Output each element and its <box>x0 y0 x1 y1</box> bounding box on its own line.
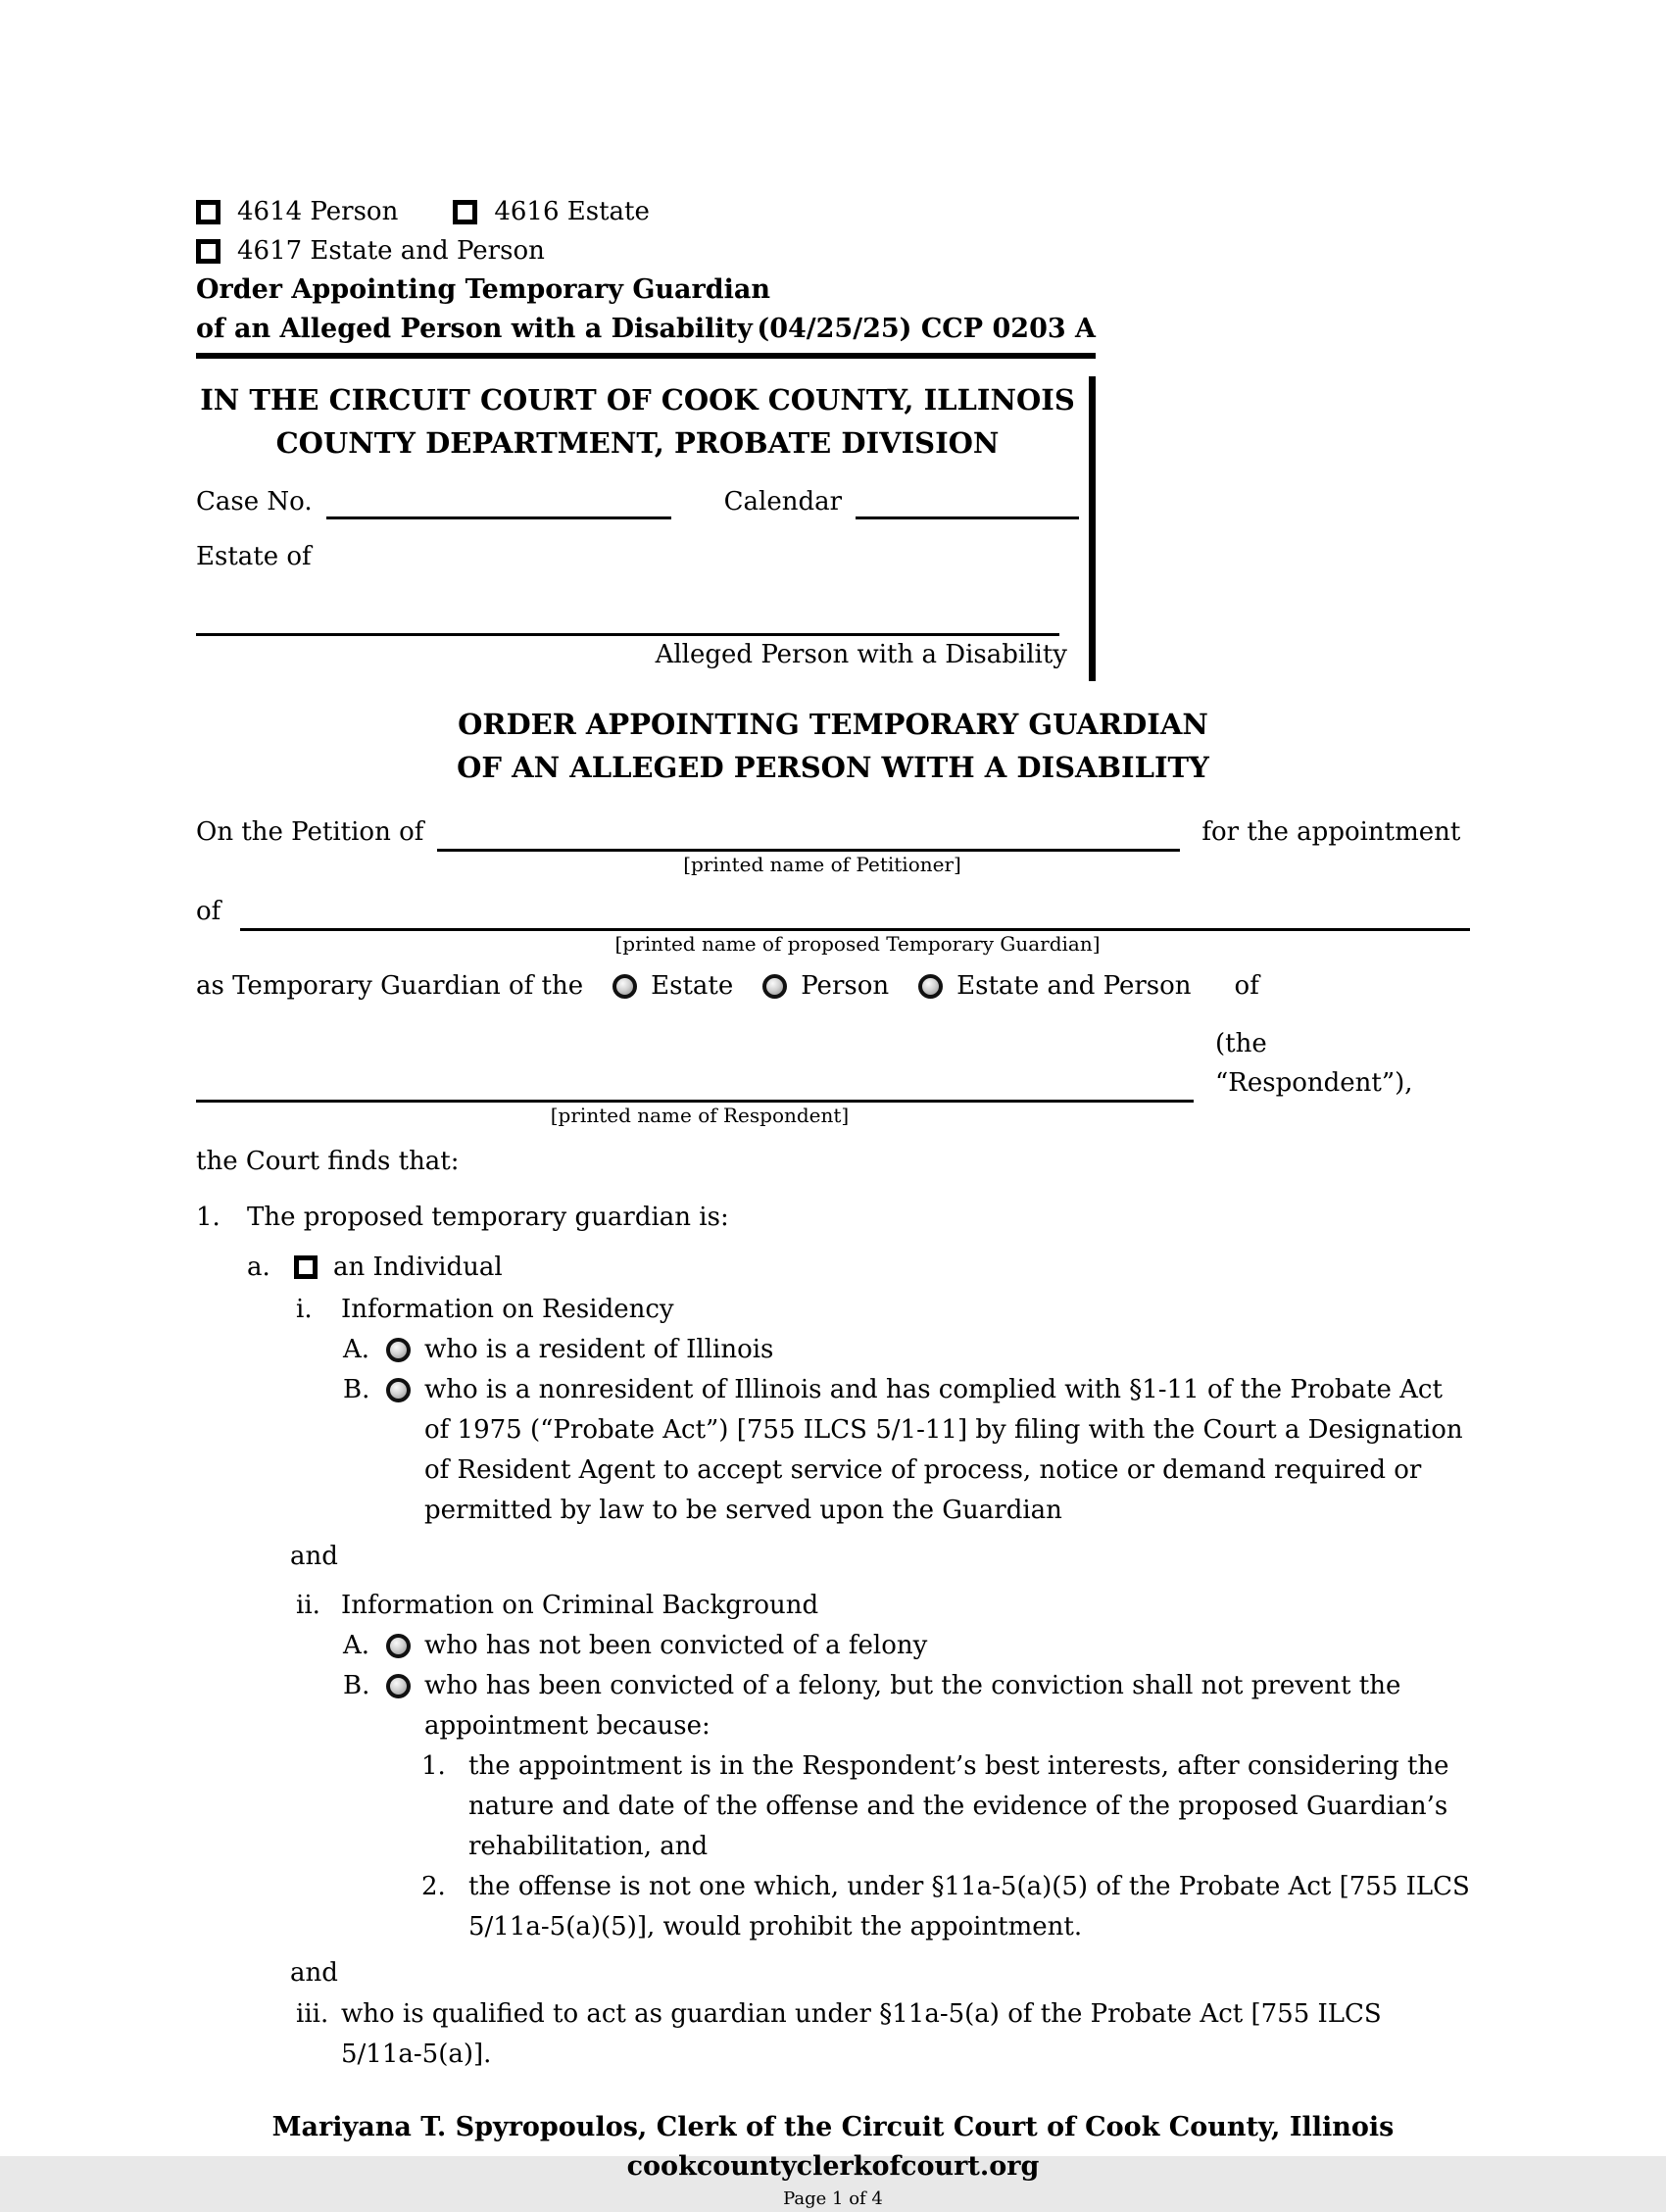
finding-1a-i-title: Information on Residency <box>341 1295 674 1324</box>
guardian-type-estate-and-person-label: Estate and Person <box>956 971 1192 1001</box>
page-number: Page 1 of 4 <box>783 2188 883 2209</box>
finding-criminal-B1 <box>421 1746 1470 1867</box>
guardian-type-suffix: of <box>1234 971 1259 1001</box>
petition-intro-prefix: On the Petition of <box>196 817 424 847</box>
finding-1a <box>247 1248 1470 1288</box>
finding-criminal-B1-number: 1. <box>421 1751 446 1781</box>
guardian-type-person[interactable] <box>762 965 889 1007</box>
page-footer <box>196 2108 1470 2212</box>
finding-1a-iii-text: who is qualified to act as guardian under §11a-5(a) of the Probate Act [755 ILCS 5/11a-5(a)]. <box>341 1999 1382 2069</box>
finding-1a-ii-title: Information on Criminal Background <box>341 1591 819 1620</box>
form-type-4617-label: 4617 Estate and Person <box>237 236 545 266</box>
clerk-name-line: Mariyana T. Spyropoulos, Clerk of the Circuit Court of Cook County, Illinois <box>271 2112 1395 2142</box>
finding-1-number: 1. <box>196 1203 220 1232</box>
form-type-4614[interactable] <box>196 192 398 231</box>
calendar-label: Calendar <box>723 487 843 516</box>
court-division: COUNTY DEPARTMENT, PROBATE DIVISION <box>275 426 1000 460</box>
court-name: IN THE CIRCUIT COURT OF COOK COUNTY, ILLINOIS <box>200 383 1075 417</box>
finding-1a-ii-numeral: ii. <box>296 1591 320 1620</box>
court-caption <box>196 376 1096 681</box>
finding-1a-i <box>296 1290 1470 1330</box>
form-type-row-1 <box>196 192 1470 231</box>
finding-criminal-B2-text: the offense is not one which, under §11a-5(a)(5) of the Probate Act [755 ILCS 5/11a-5(a)(5)], would prohibit the appointment. <box>468 1872 1470 1942</box>
and-connector-2: and <box>290 1958 338 1988</box>
guardian-name-field[interactable] <box>240 896 1470 931</box>
court-finds-text: the Court finds that: <box>196 1147 460 1176</box>
petitioner-name-field[interactable] <box>437 816 1180 852</box>
estate-name-field[interactable] <box>196 578 1059 636</box>
form-type-4616[interactable] <box>453 192 650 231</box>
guardian-type-row <box>196 965 1470 1007</box>
finding-1a-label: an Individual <box>333 1253 503 1282</box>
party-caption: Alleged Person with a Disability <box>655 640 1067 669</box>
header-double-rule <box>196 353 1096 359</box>
form-type-4617[interactable] <box>196 231 545 270</box>
guardian-hint: [printed name of proposed Temporary Guardian] <box>614 932 1101 956</box>
form-type-row-2 <box>196 231 1470 270</box>
petition-intro-suffix: for the appointment <box>1201 817 1461 847</box>
petitioner-hint-row <box>196 853 1470 876</box>
respondent-row <box>196 1024 1470 1103</box>
finding-1 <box>196 1198 1470 1238</box>
order-title <box>196 703 1470 789</box>
guardian-name-row <box>196 892 1470 931</box>
finding-criminal-A-text: who has not been convicted of a felony <box>424 1631 928 1660</box>
finding-residency-B-letter: B. <box>343 1375 370 1404</box>
calendar-field[interactable] <box>856 486 1079 519</box>
guardian-type-prefix: as Temporary Guardian of the <box>196 971 584 1001</box>
finding-residency-A-text: who is a resident of Illinois <box>424 1335 774 1364</box>
radio-estate-icon[interactable] <box>612 974 637 999</box>
checkbox-4614-person-icon[interactable] <box>196 200 220 224</box>
checkbox-4616-estate-icon[interactable] <box>453 200 477 224</box>
form-type-4616-label: 4616 Estate <box>494 197 650 226</box>
radio-no-felony-icon[interactable] <box>386 1634 411 1658</box>
radio-estate-and-person-icon[interactable] <box>918 974 943 999</box>
guardian-hint-row <box>196 932 1470 956</box>
radio-felony-icon[interactable] <box>386 1674 411 1698</box>
hint-spacer <box>196 853 451 876</box>
guardian-type-estate-label: Estate <box>651 971 734 1001</box>
finding-criminal-B-letter: B. <box>343 1671 370 1700</box>
checkbox-4617-estate-person-icon[interactable] <box>196 239 220 264</box>
form-type-4614-label: 4614 Person <box>237 197 399 226</box>
finding-residency-A <box>343 1330 1470 1370</box>
finding-residency-B <box>343 1370 1470 1531</box>
order-title-line2: OF AN ALLEGED PERSON WITH A DISABILITY <box>457 751 1209 784</box>
finding-residency-B-text: who is a nonresident of Illinois and has complied with §1-11 of the Probate Act of 1975 (“Probate Act”) [755 ILCS 5/1-11] by filing with the Court a Designation of Resident Agent to accept service of process, notice or demand required or permitted by law to be served upon the Guardian <box>424 1375 1463 1525</box>
form-code: (04/25/25) CCP 0203 A <box>757 314 1096 344</box>
finding-1a-ii <box>296 1586 1470 1626</box>
order-title-line1: ORDER APPOINTING TEMPORARY GUARDIAN <box>458 708 1208 741</box>
estate-of-label: Estate of <box>196 542 312 571</box>
guardian-type-estate-and-person[interactable] <box>918 965 1191 1007</box>
finding-criminal-B2 <box>421 1867 1470 1947</box>
finding-1a-i-numeral: i. <box>296 1295 313 1324</box>
finding-1a-iii-numeral: iii. <box>296 1999 329 2029</box>
respondent-name-field[interactable] <box>196 1067 1194 1103</box>
guardian-type-estate[interactable] <box>612 965 733 1007</box>
finding-1a-iii <box>296 1994 1470 2075</box>
of-label: of <box>196 897 221 926</box>
hint-spacer <box>196 932 245 956</box>
respondent-hint-row <box>196 1104 1470 1127</box>
finding-criminal-B1-text: the appointment is in the Respondent’s best interests, after considering the nature and date of the offense and the evidence of the proposed Guardian’s rehabilitation, and <box>468 1751 1449 1861</box>
case-no-label: Case No. <box>196 487 313 516</box>
case-number-field[interactable] <box>326 486 671 519</box>
radio-nonresident-icon[interactable] <box>386 1378 411 1402</box>
guardian-type-person-label: Person <box>801 971 890 1001</box>
respondent-hint: [printed name of Respondent] <box>550 1104 850 1127</box>
form-title-line2: of an Alleged Person with a Disability <box>196 314 753 344</box>
finding-criminal-B2-number: 2. <box>421 1872 446 1901</box>
respondent-label: (the “Respondent”), <box>1215 1029 1413 1098</box>
finding-criminal-A-letter: A. <box>343 1631 370 1660</box>
radio-person-icon[interactable] <box>762 974 787 999</box>
checkbox-individual-icon[interactable] <box>294 1255 318 1279</box>
finding-criminal-B-text: who has been convicted of a felony, but the conviction shall not prevent the appointment because: <box>424 1671 1401 1741</box>
clerk-website: cookcountyclerkofcourt.org <box>626 2151 1040 2182</box>
finding-1a-letter: a. <box>247 1253 270 1282</box>
finding-criminal-A <box>343 1626 1470 1666</box>
case-row <box>196 484 1079 519</box>
petitioner-hint: [printed name of Petitioner] <box>683 853 961 876</box>
form-title-row <box>196 310 1096 349</box>
finding-1-text: The proposed temporary guardian is: <box>247 1203 729 1232</box>
finding-residency-A-letter: A. <box>343 1335 370 1364</box>
and-connector-1: and <box>290 1542 338 1571</box>
form-title-line1: Order Appointing Temporary Guardian <box>196 274 770 305</box>
petition-intro-row <box>196 812 1470 852</box>
radio-resident-icon[interactable] <box>386 1338 411 1362</box>
finding-criminal-B <box>343 1666 1470 1746</box>
